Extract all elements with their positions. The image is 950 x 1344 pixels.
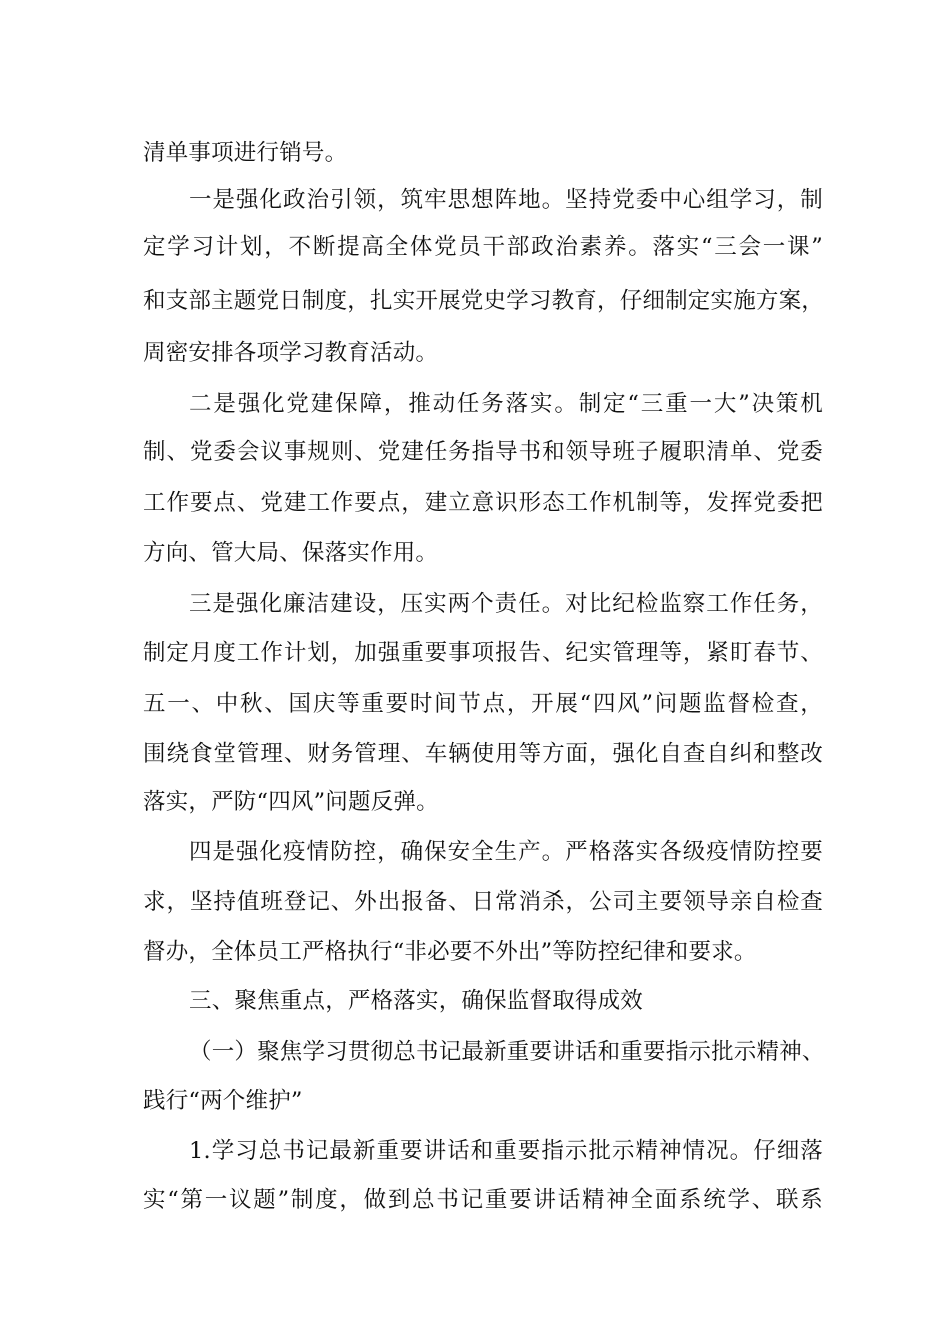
subsection-heading: （一）聚焦学习贯彻总书记最新重要讲话和重要指示批示精神、 bbox=[189, 1039, 825, 1065]
text-line: 方向、管大局、保落实作用。 bbox=[143, 540, 439, 566]
text-line: 求，坚持值班登记、外出报备、日常消杀，公司主要领导亲自检查 bbox=[143, 889, 823, 915]
text-line: 周密安排各项学习教育活动。 bbox=[143, 340, 439, 366]
section-heading: 三、聚焦重点，严格落实，确保监督取得成效 bbox=[189, 988, 644, 1014]
text-line: 督办，全体员工严格执行“非必要不外出”等防控纪律和要求。 bbox=[143, 939, 757, 965]
text-line: 和支部主题党日制度，扎实开展党史学习教育，仔细制定实施方案， bbox=[143, 288, 825, 314]
paragraph-first-line: 二是强化党建保障，推动任务落实。制定“三重一大”决策机 bbox=[189, 391, 823, 417]
text-line: 制定月度工作计划，加强重要事项报告、纪实管理等，紧盯春节、 bbox=[143, 640, 823, 666]
paragraph-first-line: 1.学习总书记最新重要讲话和重要指示批示精神情况。仔细落 bbox=[189, 1138, 823, 1164]
text-line: 清单事项进行销号。 bbox=[143, 140, 348, 166]
text-line: 实“第一议题”制度，做到总书记重要讲话精神全面系统学、联系 bbox=[143, 1187, 823, 1213]
paragraph-first-line: 四是强化疫情防控，确保安全生产。严格落实各级疫情防控要 bbox=[189, 839, 823, 865]
text-line: 落实，严防“四风”问题反弹。 bbox=[143, 789, 439, 815]
text-line: 工作要点、党建工作要点，建立意识形态工作机制等，发挥党委把 bbox=[143, 490, 823, 516]
paragraph-first-line: 一是强化政治引领，筑牢思想阵地。坚持党委中心组学习，制 bbox=[189, 187, 823, 213]
text-line: 制、党委会议事规则、党建任务指导书和领导班子履职清单、党委 bbox=[143, 439, 823, 465]
text-line: 定学习计划，不断提高全体党员干部政治素养。落实“三会一课” bbox=[143, 234, 823, 260]
text-line: 践行“两个维护” bbox=[143, 1088, 303, 1114]
paragraph-first-line: 三是强化廉洁建设，压实两个责任。对比纪检监察工作任务， bbox=[189, 591, 823, 617]
text-line: 围绕食堂管理、财务管理、车辆使用等方面，强化自查自纠和整改 bbox=[143, 741, 823, 767]
text-line: 五一、中秋、国庆等重要时间节点，开展“四风”问题监督检查， bbox=[143, 691, 823, 717]
